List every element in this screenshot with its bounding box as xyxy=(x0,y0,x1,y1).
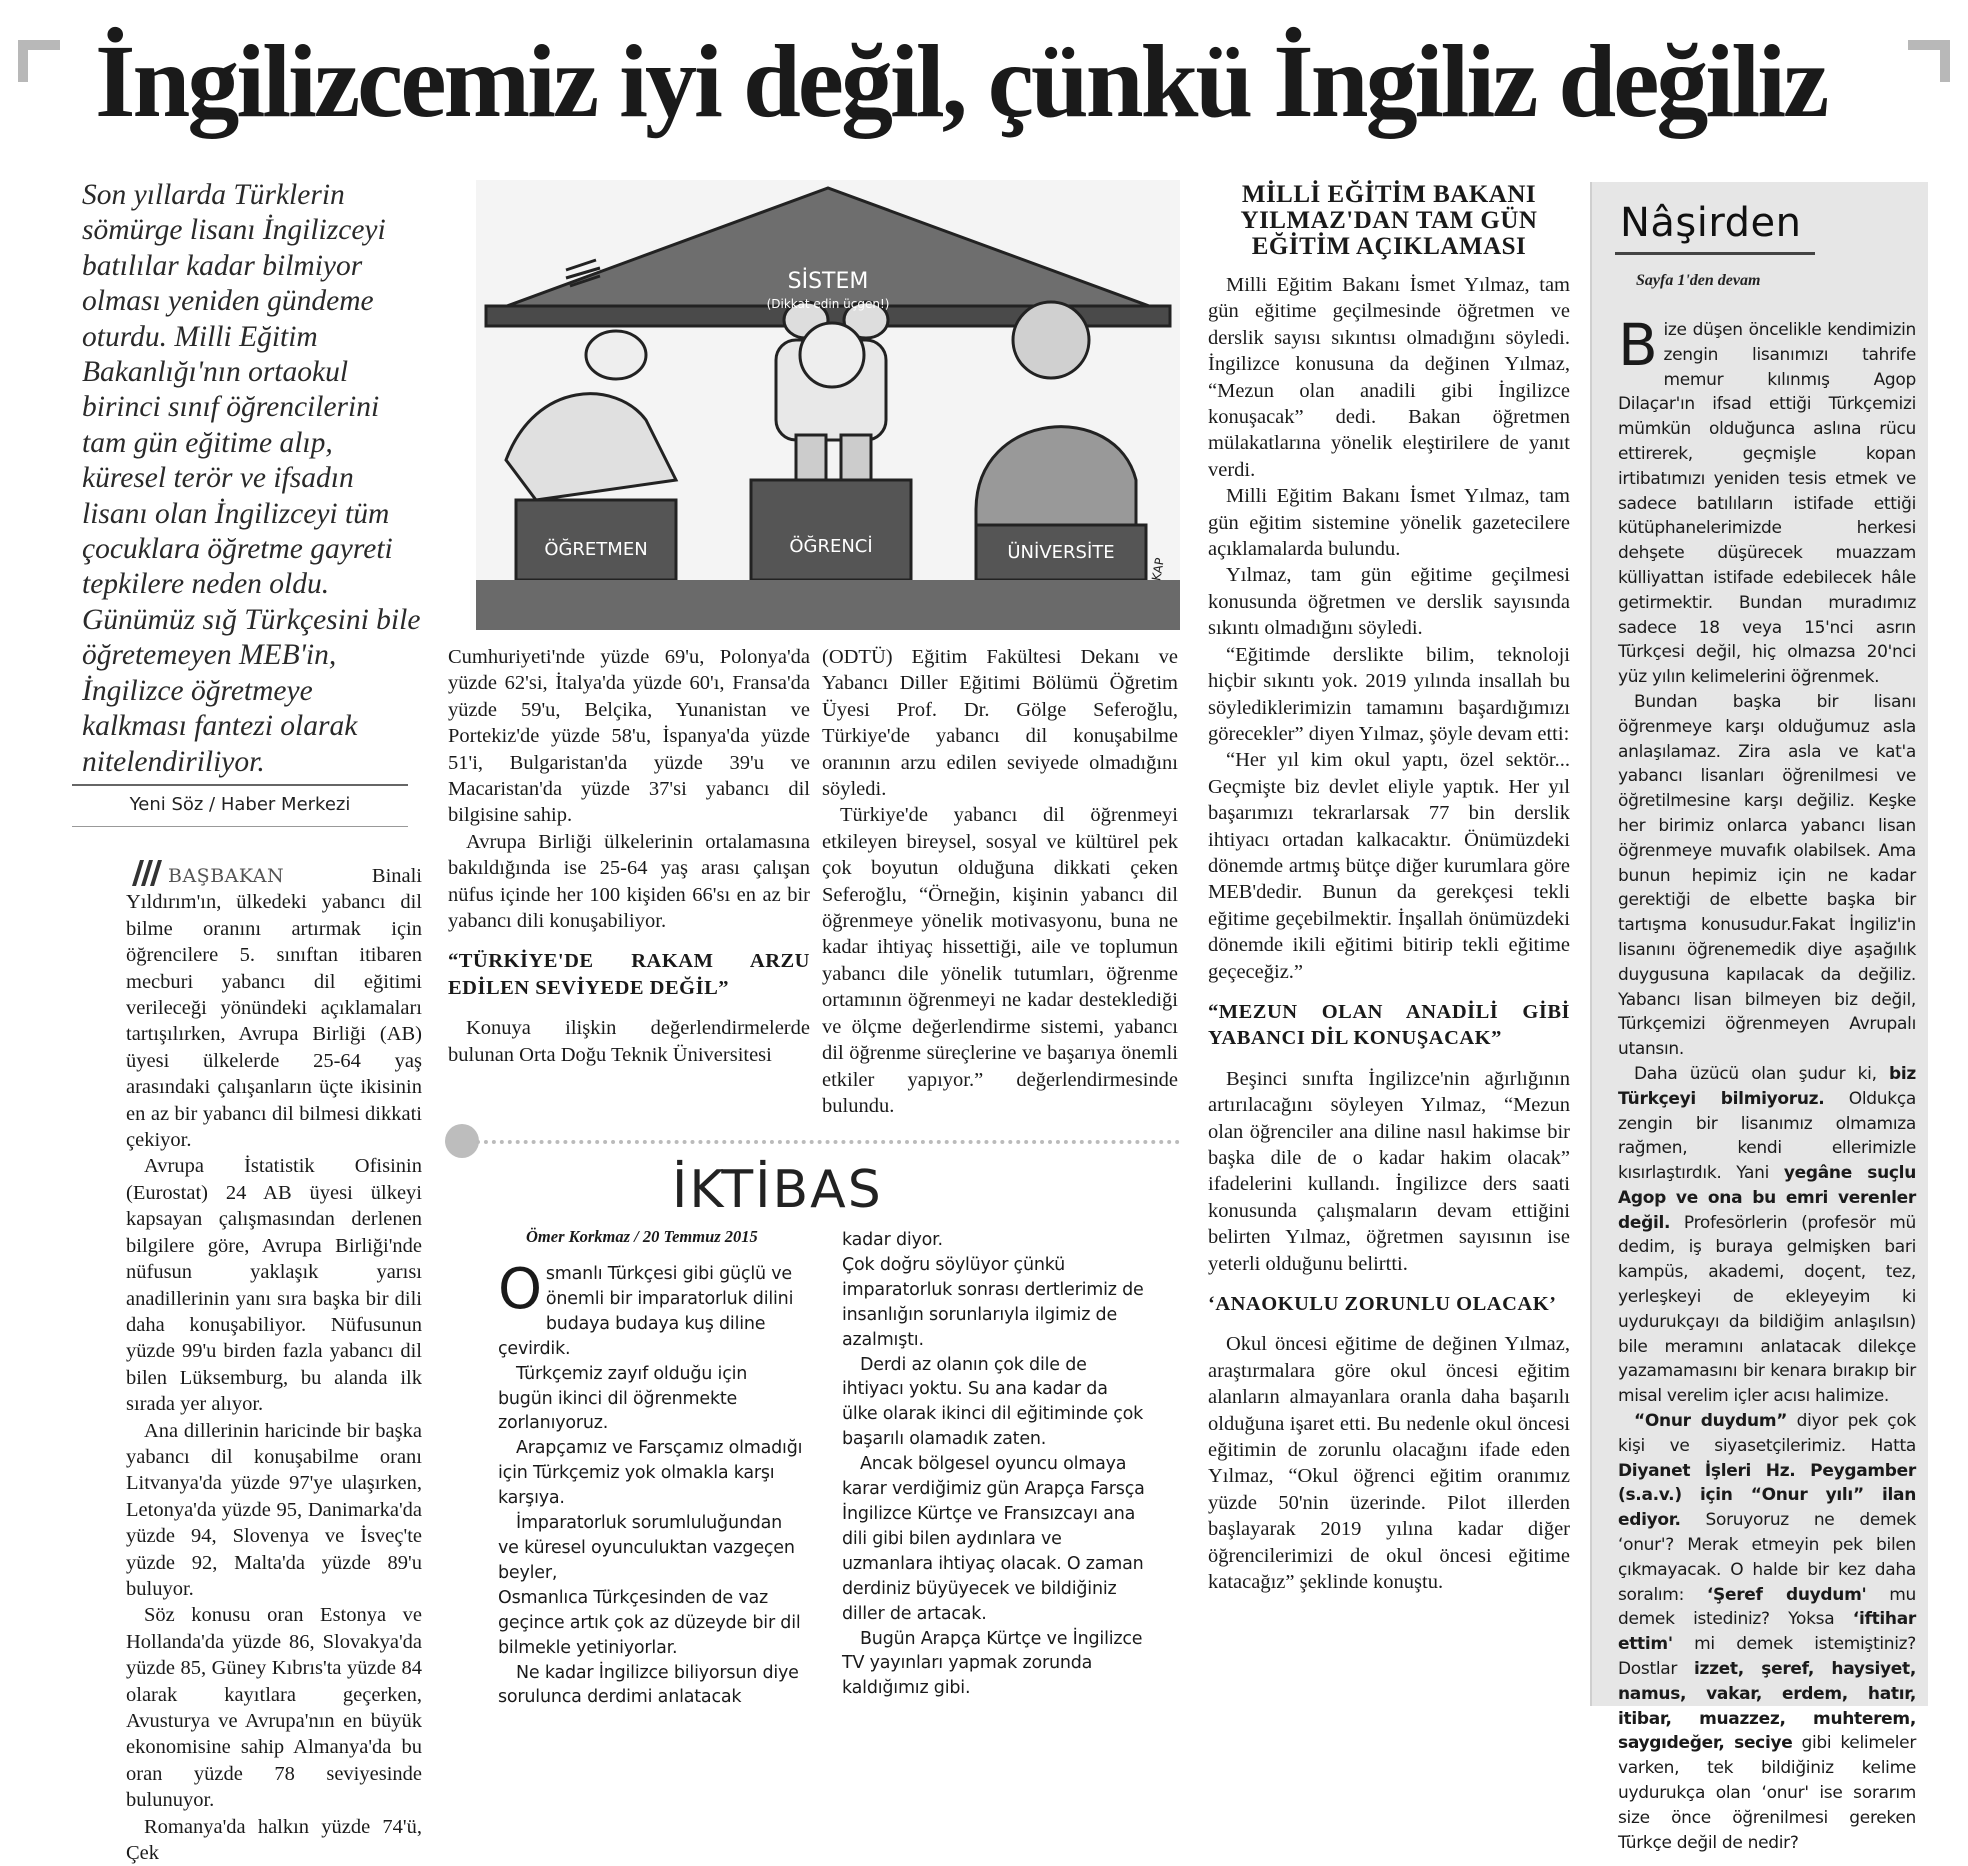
iktibas-paragraph-6: Ne kadar İngilizce biliyorsun diye sorulunca derdimi anlatacak xyxy=(498,1662,799,1708)
sidebar-p4-d: Soruyoruz ne demek ‘onur'? Merak etmeyin pek bilen çıkmayacak. O halde bir kez daha soralım: xyxy=(1618,1510,1916,1605)
cartoon-pillar-student: ÖĞRENCİ xyxy=(789,536,873,557)
iktibas-paragraph-1 xyxy=(498,1257,804,1362)
col4-paragraph-2: Milli Eğitim Bakanı İsmet Yılmaz, tam gün eğitim sistemine yönelik gazetecilere açıklamalarda bulundu. xyxy=(1208,485,1570,561)
article-column-4 xyxy=(1208,182,1570,1596)
cartoon-roof-label: SİSTEM xyxy=(787,269,869,294)
col4-paragraph-1: Milli Eğitim Bakanı İsmet Yılmaz, tam gün eğitime geçilmesinde öğretmen ve derslik sayısı sıkıntısı olmadığını söyledi. İngilizce konusuna da değinen Yılmaz, “Mezun olan anadili gibi İngilizce konuşacak” dedi. Bakan öğretmen mülakatlarına yönelik eleştirilere de yanıt verdi. xyxy=(1208,274,1570,481)
col3-paragraph-2: Türkiye'de yabancı dil öğrenmeyi etkileyen bireysel, sosyal ve kültürel pek çok boyutun olduğuna dikkati çeken Seferoğlu, “Örneğin, kişinin yabancı dil öğrenmeye yönelik motivasyonu, buna ne kadar ihtiyaç hissettiği, aile ve toplumun yabancı dile yönelik tutumları, öğrenme ortamının öğrenmeyi ne kadar desteklediği ve ölçme değerlendirme sistemi, yabancı dil öğrenme süreçlerine ve başarıya önemli etkiler yapıyor.” değerlendirmesinde bulundu. xyxy=(822,804,1178,1117)
sidebar-text-1: ize düşen öncelikle kendimizin zengin lisanımızı tahrife memur kılınmış Agop Dilaçar'ın ifsad ettiği Türkçemizi mümkün olduğunca aslına rücu ettirerek, geçmişle kopan irtibatımızı yeniden tesis etmek ve sadece batılıların istifade ettiği kütüphanelerimizde herkesi dehşete düşürecek muazzam külliyattan istifade edebilecek hâle getirmektir. Bundan muradımız sadece 18 veya 15'nci asrın Türkçesi değil, hiç olmazsa 20'nci yüz yılın kelimelerini öğrenmek. xyxy=(1618,320,1916,688)
cartoon-roof-sublabel: (Dikkat edin üçgen!) xyxy=(766,297,890,311)
sidebar-p3-c: Oldukça zengin bir lisanımız olmamıza rağmen, kendi ellerimizle kısırlaştırdık. Yani xyxy=(1618,1088,1916,1184)
iktibas-paragraph-10: Ancak bölgesel oyuncu olmaya karar verdiğimiz gün Arapça Farsça İngilizce Kürtçe ve Fransızcayı ana dili gibi bilen aydınlara ve uzmanlara ihtiyaç olacak. O zaman derdiniz büyüyecek ve bildiğiniz diller de artacak. xyxy=(842,1454,1145,1624)
byline-rule-bottom xyxy=(72,826,408,827)
cartoon-signature: KAP xyxy=(1149,556,1167,582)
sidebar-p4-f: mu demek istediniz? Yoksa xyxy=(1618,1584,1917,1630)
iktibas-title: İKTİBAS xyxy=(672,1160,883,1220)
iktibas-text-1: smanlı Türkçesi gibi güçlü ve önemli bir imparatorluk dilini budaya budaya kuş diline çevirdik. xyxy=(498,1264,794,1359)
sidebar-p3-bold-2: yegâne suçlu Agop ve ona bu emri verenler değil. xyxy=(1618,1163,1916,1233)
sidebar-title: Nâşirden xyxy=(1620,200,1802,246)
iktibas-byline: Ömer Korkmaz / 20 Temmuz 2015 xyxy=(526,1227,758,1246)
article-column-2 xyxy=(448,644,810,1068)
col4-section-title: MİLLİ EĞİTİM BAKANI YILMAZ'DAN TAM GÜN EĞİTİM AÇIKLAMASI xyxy=(1240,181,1538,260)
cartoon-pillar-teacher: ÖĞRETMEN xyxy=(544,539,648,560)
sidebar-paragraph-1 xyxy=(1618,311,1916,690)
col2-paragraph-2: Avrupa Birliği ülkelerinin ortalamasına bakıldığında ise 25-64 yaş arası çalışan nüfus içinde her 100 kişiden 66'sı en az bir yabancı dili konuşabiliyor. xyxy=(448,830,810,933)
byline: Yeni Söz / Haber Merkezi xyxy=(129,794,351,815)
iktibas-dotted-rule xyxy=(476,1140,1180,1144)
sidebar-p3-a: Daha üzücü olan şudur ki, xyxy=(1634,1063,1889,1084)
col2-paragraph-3: Konuya ilişkin değerlendirmelerde bulunan Orta Doğu Teknik Üniversitesi xyxy=(448,1017,810,1066)
sidebar-p4-bold-3: ‘Şeref duydum' xyxy=(1706,1584,1867,1605)
sidebar-p4-bold-2: Diyanet İşleri Hz. Peygamber (s.a.v.) için “Onur yılı” ilan ediyor. xyxy=(1618,1460,1916,1531)
col1-paragraph-5: Romanya'da halkın yüzde 74'ü, Çek xyxy=(126,1815,422,1865)
sidebar-paragraph-4 xyxy=(1618,1409,1916,1855)
iktibas-paragraph-4: İmparatorluk sorumluluğundan ve küresel oyunculuktan vazgeçen beyler, xyxy=(498,1513,795,1583)
sidebar-p4-bold-5: izzet, şeref, haysiyet, namus, vakar, erdem, hatır, itibar, muazzez, muhterem, saygıdeğer, seciye xyxy=(1618,1659,1916,1754)
iktibas-column-1 xyxy=(498,1257,804,1710)
col4-paragraph-7: Okul öncesi eğitime de değinen Yılmaz, araştırmalara göre okul öncesi eğitim alanların almayanlara oranla daha başarılı olduğuna işaret etti. Bu nedenle okul öncesi eğitimin de zorunlu olacağını ifade eden Yılmaz, “Okul öğrenci eğitim oranımız yüzde 50'nin üzerinde. Pilot illerden başlayarak 2019 yılına kadar diğer öğrencilerimizi de okul öncesi eğitime katacağız” şeklinde konuştu. xyxy=(1208,1333,1570,1594)
article-column-1 xyxy=(126,860,422,1866)
iktibas-paragraph-3: Arapçamız ve Farsçamız olmadığı için Türkçemiz yok olmakla karşı karşıya. xyxy=(498,1438,803,1509)
col4-paragraph-6: Beşinci sınıfta İngilizce'nin ağırlığının artırılacağını söyleyen Yılmaz, “Mezun olan öğrenciler ana diline nasıl hakimse bir başka dile de o kadar hakim olacak” ifadelerini kullandı. İngilizce ders saati konusunda çalışmaların devam ettiğini belirten Yılmaz, öğretmen sayısının ise yeterli olduğunu belirtti. xyxy=(1208,1067,1570,1275)
col4-paragraph-4: “Eğitimde derslikte bilim, teknoloji hiçbir sıkıntı yok. 2019 yılında insallah bu söylediklerimizin tamamını başardığımızı görecekler” diyen Yılmaz, şöyle devam etti: xyxy=(1208,643,1570,745)
article-column-3 xyxy=(822,644,1178,1119)
iktibas-paragraph-8: Çok doğru söylüyor çünkü imparatorluk sonrası dertlerimiz de insanlığın sorunlarıyla ilgimiz de azalmıştı. xyxy=(842,1254,1144,1350)
col1-paragraph-3: Ana dillerinin haricinde bir başka yabancı dil konuşabilme oranı Litvanya'da yüzde 97'ye ulaşırken, Letonya'da yüzde 95, Danimarka'da yüzde 94, Slovenya ve İsveç'te yüzde 92, Malta'da yüzde 89'u buluyor. xyxy=(126,1419,422,1600)
sidebar-p4-bold-1: “Onur duydum” xyxy=(1634,1411,1788,1432)
sidebar-paragraph-2: Bundan başka bir lisanı öğrenmeye karşı olduğumuz asla anlaşılamaz. Zira asla ve kat'a yabancı lisanları öğrenilmesi ve öğretilmesine karşı değiliz. Keşke her birimiz onlarca yabancı lisan öğrenmeye muvafık olabilsek. Ama bunun hepimiz için ne kadar gerektiği de elbette başka bir tartışma konusudur.Fakat İngiliz'in lisanını öğrenemedik diye aşağılık duygusuna kapılacak da değiliz. Yabancı lisan bilmeyen biz değil, Türkçemizi öğrenmeyen Avrupalı utansın. xyxy=(1618,691,1916,1060)
sidebar-p4-h: mi demek istemiştiniz? Dostlar xyxy=(1618,1634,1916,1680)
iktibas-dot-ornament xyxy=(445,1124,479,1158)
col1-paragraph-4: Söz konusu oran Estonya ve Hollanda'da yüzde 86, Slovakya'da yüzde 85, Güney Kıbrıs'ta yüzde 84 olarak kayıtlara geçerken, Avusturya ve Avrupa'nın en büyük ekonomisine sahip Almanya'da bu oran yüzde 78 seviyesinde bulunuyor. xyxy=(126,1604,422,1812)
frame-corner-left xyxy=(18,40,60,82)
col1-kicker: BAŞBAKAN xyxy=(168,865,285,887)
sidebar-subtitle: Sayfa 1'den devam xyxy=(1636,272,1761,289)
col4-paragraph-3: Yılmaz, tam gün eğitime geçilmesi konusunda öğretmen ve derslik sayısında sıkıntı olmadığını söyledi. xyxy=(1208,564,1570,640)
slash-marks-icon xyxy=(126,860,164,886)
iktibas-paragraph-5: Osmanlıca Türkçesinden de vaz geçince artık çok az düzeyde bir dil bilmekle yetiniyorlar. xyxy=(498,1587,801,1658)
sidebar-title-rule xyxy=(1615,252,1815,255)
sidebar-p4-j: gibi kelimeler varken, tek bildiğiniz kelime uydurukça olan ‘onur' ise sorarım size önce öğrenilmesi gereken Türkçe değil de nedir? xyxy=(1618,1733,1917,1853)
col2-subhead: “TÜRKİYE'DE RAKAM ARZU EDİLEN SEVİYEDE DEĞİL” xyxy=(448,950,810,999)
col1-paragraph-2: Avrupa İstatistik Ofisinin (Eurostat) 24 AB üyesi ülkeyi kapsayan çalışmasından derlenen bilgilere göre, Avrupa Birliği'nde nüfusun yaklaşık yarısı anadillerinin yanı sıra başka bir dili daha konuşabiliyor. Nüfusunun yüzde 99'u birden fazla yabancı dil bilen Lüksemburg, bu alanda ilk sırada yer alıyor. xyxy=(126,1155,422,1416)
sidebar-text xyxy=(1618,311,1917,1855)
iktibas-paragraph-11: Bugün Arapça Kürtçe ve İngilizce TV yayınları yapmak zorunda kaldığımız gibi. xyxy=(842,1628,1143,1699)
cartoon-drawing xyxy=(476,180,1180,630)
sidebar-p4-bold-4: ‘iftihar ettim' xyxy=(1618,1609,1916,1655)
sidebar-paragraph-3 xyxy=(1618,1062,1916,1409)
iktibas-dropcap: O xyxy=(498,1257,542,1322)
iktibas-column-2 xyxy=(842,1228,1148,1701)
col2-paragraph-1: Cumhuriyeti'nde yüzde 69'u, Polonya'da yüzde 62'si, İtalya'da yüzde 60'ı, Fransa'da yüzde 59'u, Belçika, Yunanistan ve Portekiz'de yüzde 58'u, İspanya'da yüzde 51'i, Bulgaristan'da yüzde 39'u ve Macaristan'da yüzde 37'si yabancı dil bilgisine sahip. xyxy=(448,646,810,827)
iktibas-paragraph-2: Türkçemiz zayıf olduğu için bugün ikinci dil öğrenmekte zorlanıyoruz. xyxy=(498,1363,748,1434)
iktibas-paragraph-9: Derdi az olanın çok dile de ihtiyacı yoktu. Su ana kadar da ülke olarak ikinci dil eğitiminde çok başarılı olamadık zaten. xyxy=(842,1354,1144,1450)
col1-paragraph-1 xyxy=(126,860,422,1153)
byline-rule-top xyxy=(72,784,408,786)
lead-paragraph: Son yıllarda Türklerin sömürge lisanı İngilizceyi batılılar kadar bilmiyor olması yeniden gündeme oturdu. Milli Eğitim Bakanlığı'nın ortaokul birinci sınıf öğrencilerini tam gün eğitime alıp, küresel terör ve ifsadın lisanı olan İngilizceyi tüm çocuklara öğretme gayreti tepkilere neden oldu. Günümüz sığ Türkçesini bile öğretemeyen MEB'in, İngilizce öğretmeye kalkması fantezi olarak nitelendiriliyor. xyxy=(82,179,421,778)
col3-paragraph-1: (ODTÜ) Eğitim Fakültesi Dekanı ve Yabancı Diller Eğitimi Bölümü Öğretim Üyesi Prof. Dr. Gölge Seferoğlu, Türkiye'de yabancı dil konuşabilme oranının arzu edilen seviyede olmadığını söyledi. xyxy=(822,646,1178,801)
col4-paragraph-5: “Her yıl kim okul yaptı, özel sektör... Geçmişte biz devlet eliyle yaptık. Her yıl başarımızı tekrarlarsak 77 bin derslik ihtiyacı ortadan kalkacaktır. Önümüzdeki dönemde artmış bütçe diğer kurumlara göre MEB'dedir. Bunun da gerekçesi tekli eğitime geçebilmektir. İnşallah önümüzdeki dönemde ikili eğitimi bitirip tekli eğitime geçeceğiz.” xyxy=(1208,749,1570,983)
sidebar-p4-b: diyor pek çok kişi ve siyasetçilerimiz. Hatta xyxy=(1618,1411,1916,1456)
col4-subhead-2: ‘ANAOKULU ZORUNLU OLACAK’ xyxy=(1208,1293,1557,1316)
cartoon-pillar-university: ÜNİVERSİTE xyxy=(1007,542,1115,563)
sidebar-p3-bold-1: biz Türkçeyi bilmiyoruz. xyxy=(1618,1063,1916,1109)
sidebar-dropcap: B xyxy=(1618,311,1658,379)
cartoon-illustration xyxy=(476,180,1180,630)
col4-subhead-1: “MEZUN OLAN ANADİLİ GİBİ YABANCI DİL KONUŞACAK” xyxy=(1208,1000,1570,1050)
sidebar-p3-e: Profesörlerin (profesör mü dedim, iş buraya gelmişken bari kampüs, akademi, doçent, tez, yerleşkeyi de ekleyeyim ki uydurukçayı da bildiğim anlaşılsın) bile meramını anlatacak dilekçe yazamamasını bir kenara bırakıp bir misal verelim içler acısı halimize. xyxy=(1618,1212,1916,1407)
headline: İngilizcemiz iyi değil, çünkü İngiliz değiliz xyxy=(95,24,1827,139)
iktibas-paragraph-7: kadar diyor. xyxy=(842,1230,943,1250)
col1-text-1: Binali Yıldırım'ın, ülkedeki yabancı dil bilme oranını artırmak için öğrencilere 5. sınıftan itibaren mecburi yabancı dil eğitimi verileceği yönündeki açıklamaları tartışılırken, Avrupa Birliği (AB) üyesi ülkelerde 25-64 yaş arasındaki çalışanların üçte ikisinin en az bir yabancı dil bilmesi dikkati çekiyor. xyxy=(126,865,422,1152)
frame-corner-right xyxy=(1908,40,1950,82)
